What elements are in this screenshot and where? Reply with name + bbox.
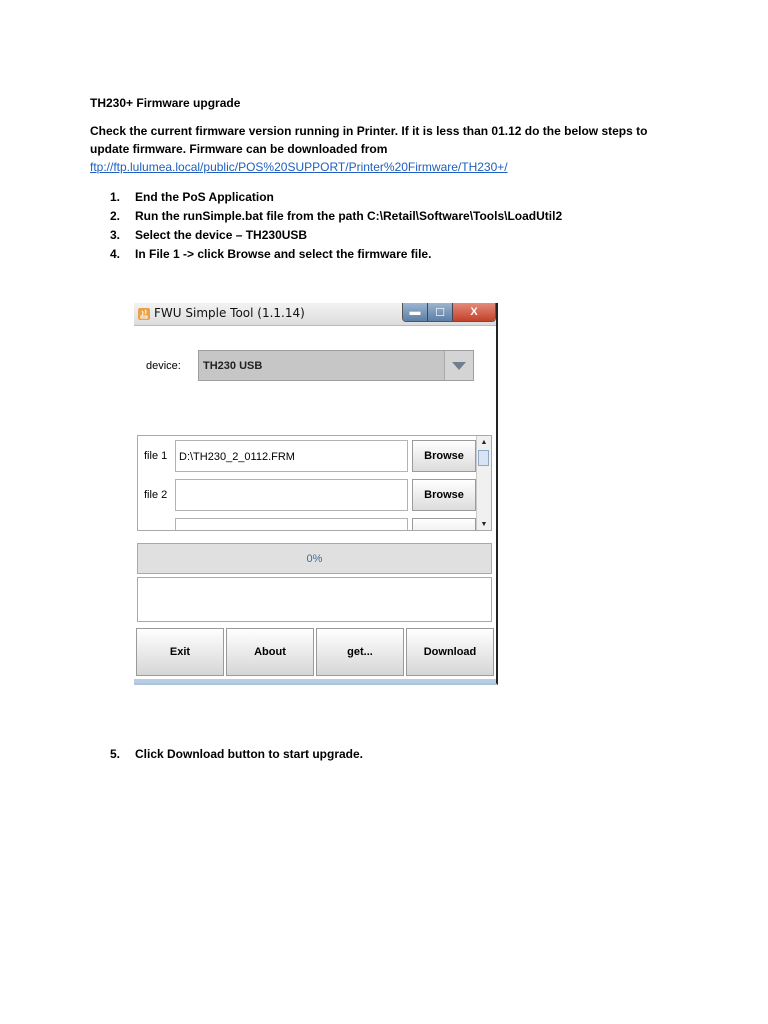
file-label: file 1 — [144, 450, 168, 462]
step-number: 4. — [110, 247, 121, 261]
scroll-down-icon[interactable]: ▼ — [480, 520, 488, 528]
java-icon — [137, 307, 151, 321]
window-controls — [402, 303, 496, 322]
device-value: TH230 USB — [203, 360, 263, 372]
get-button[interactable]: get... — [316, 628, 404, 676]
file-row — [138, 438, 478, 472]
step-number: 5. — [110, 747, 121, 761]
file-3-field[interactable] — [175, 518, 408, 531]
progress-text: 0% — [306, 552, 323, 565]
step-text: Run the runSimple.bat file from the path C:\Retail\Software\Tools\LoadUtil2 — [135, 209, 563, 223]
file-label: file 2 — [144, 489, 168, 501]
file-row — [138, 477, 478, 511]
file-1-field[interactable]: D:\TH230_2_0112.FRM — [175, 440, 408, 472]
bottom-button-bar — [136, 628, 494, 676]
step-text: Click Download button to start upgrade. — [135, 747, 363, 761]
firmware-link[interactable]: ftp://ftp.lulumea.local/public/POS%20SUPPORT/Printer%20Firmware/TH230+/ — [90, 160, 508, 174]
step-text: Select the device – TH230USB — [135, 228, 308, 242]
vertical-scrollbar[interactable] — [476, 436, 491, 530]
doc-intro — [90, 122, 660, 176]
download-button[interactable]: Download — [406, 628, 494, 676]
close-button[interactable]: X — [453, 303, 495, 321]
window-bottom-edge — [134, 679, 498, 683]
files-panel — [137, 435, 492, 531]
step-number: 2. — [110, 209, 121, 223]
step-number: 3. — [110, 228, 121, 242]
browse-button[interactable] — [412, 518, 476, 531]
step-item — [110, 207, 562, 226]
window-title: FWU Simple Tool (1.1.14) — [154, 306, 305, 320]
exit-button[interactable]: Exit — [136, 628, 224, 676]
about-button[interactable]: About — [226, 628, 314, 676]
step-item — [110, 745, 363, 763]
doc-title: TH230+ Firmware upgrade — [90, 96, 241, 110]
step-item — [110, 226, 562, 245]
device-select[interactable] — [198, 350, 474, 381]
file-row-partial — [138, 516, 478, 531]
intro-text: Check the current firmware version running in Printer. If it is less than 01.12 do the below steps to update firmware. Firmware can be downloaded from — [90, 124, 648, 156]
step-item — [110, 188, 562, 207]
scroll-up-icon[interactable]: ▲ — [480, 438, 488, 446]
device-label: device: — [146, 360, 181, 372]
log-area[interactable] — [137, 577, 492, 622]
browse-button[interactable]: Browse — [412, 440, 476, 472]
browse-button[interactable]: Browse — [412, 479, 476, 511]
file-2-field[interactable] — [175, 479, 408, 511]
window-titlebar[interactable] — [134, 303, 498, 326]
steps-list — [110, 188, 562, 264]
progress-bar — [137, 543, 492, 574]
minimize-button[interactable]: ▬ — [403, 303, 428, 321]
step-number: 1. — [110, 190, 121, 204]
maximize-button[interactable]: ☐ — [428, 303, 453, 321]
scroll-thumb[interactable] — [478, 450, 489, 466]
fwu-tool-window — [134, 303, 498, 685]
chevron-down-icon[interactable] — [444, 351, 473, 380]
step-text: End the PoS Application — [135, 190, 274, 204]
step-text: In File 1 -> click Browse and select the firmware file. — [135, 247, 432, 261]
step-item — [110, 245, 562, 264]
